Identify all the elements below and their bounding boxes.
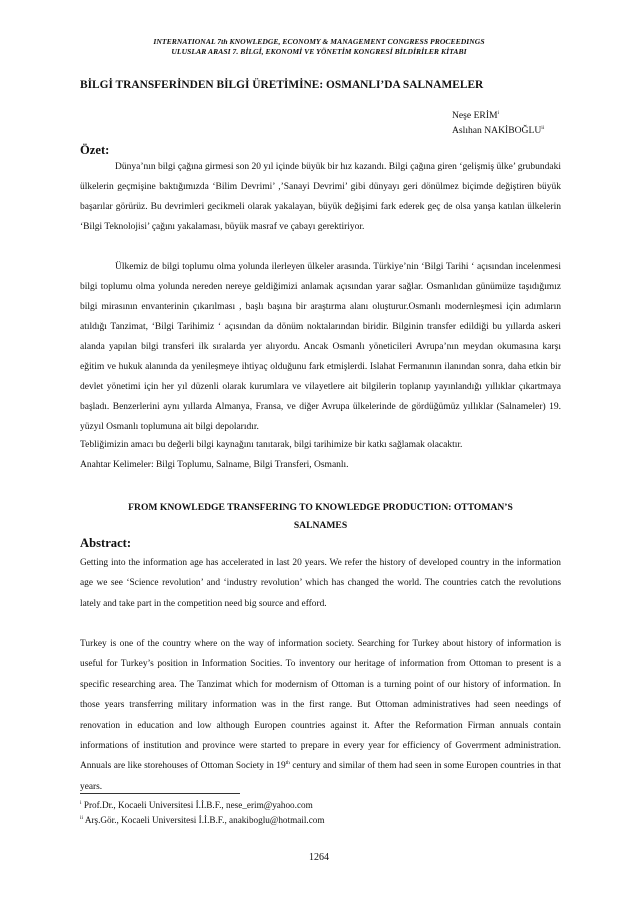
ozet-heading: Özet: (80, 143, 110, 157)
author-name: Aslıhan NAKİBOĞLU (452, 125, 542, 137)
keywords: Anahtar Kelimeler: Bilgi Toplumu, Salname, Bilgi Transferi, Osmanlı. (80, 460, 349, 470)
english-title-line-1: FROM KNOWLEDGE TRANSFERING TO KNOWLEDGE PRODUCTION: OTTOMAN’S (128, 502, 513, 513)
abstract-paragraph-2-text: Turkey is one of the country where on the way of information society. Searching for Turkey about history of information is useful for Turkey’s position in Information Socities. To inventory our heritage of information from Ottoman to present is a specific researching area. The Tanzimat which for modernism of Ottoman is a turning point of our history of information. In those years transferring military information was in the first range. But Ottoman administratives had seen needings of renovation in education and low although Europen countries against it. After the Reformation Firman annuals contain informations of institution and province were started to prepare in every year for efficiency of Goverrment administration. Annuals are like storehouses of Ottoman Society in 19 (80, 639, 561, 772)
paper-title: BİLGİ TRANSFERİNDEN BİLGİ ÜRETİMİNE: OSMANLI’DA SALNAMELER (80, 79, 484, 91)
author-1 (452, 107, 544, 122)
ozet-paragraph-1: Dünya’nın bilgi çağına girmesi son 20 yıl içinde büyük bir hız kazandı. Bilgi çağına giren ‘gelişmiş ülke’ grubundaki ülkelerin geçmişine baktığımızda ‘Bilim Devrimi’ ,’Sanayi Devrimi’ gibi dünyayı geri dönülmez biçimde değiştiren büyük başarılar görürüz. Bu devrimleri gecikmeli olarak yakalayan, büyük değişimi fark ederek geç de olsa yanşa katılan ülkelerin ‘Bilgi Teknolojisi’ çağını yakalaması, büyük masraf ve çabayı gerektiriyor. (80, 162, 561, 232)
author-2 (452, 122, 544, 137)
english-title-line-2: SALNAMES (293, 520, 348, 531)
footnote-text: Arş.Gör., Kocaeli Universitesi İ.İ.B.F., anakiboglu@hotmail.com (83, 815, 325, 826)
footnote-2 (80, 815, 325, 825)
header-line-turkish: ULUSLAR ARASI 7. BİLGİ, EKONOMİ VE YÖNETİM KONGRESİ BİLDİRİLER KİTABI (171, 47, 467, 56)
ordinal-superscript: th (285, 760, 290, 767)
page-number: 1264 (309, 852, 329, 863)
author-name: Neşe ERİM (452, 110, 498, 122)
author-footnote-mark: i (497, 110, 500, 116)
author-block (452, 107, 544, 137)
footnote-divider (80, 793, 240, 794)
ozet-paragraph-2: Ülkemiz de bilgi toplumu olma yolunda ilerleyen ülkeler arasında. Türkiye’nin ‘Bilgi Tarihi ‘ açısından incelenmesi bilgi toplumu olma yolunda nereden nereye geldiğimizi anlamak açısından yarar sağlar. Osmanlıdan günümüze taşıdığımız bilgi mirasının envanterinin çıkarılması , başlı başına bir araştırma alanı oluşturur.Osmanlı modernleşmesi için adımların atıldığı Tanzimat, ‘Bilgi Tarihimiz ‘ açısından da dönüm noktalarından biridir. Bilginin transfer edildiği bu yıllarda askeri alanda yapılan bilgi transferi ilk sıralarda yer alıyordu. Ancak Osmanlı yöneticileri Avrupa’nın meydan okumasına karşı eğitim ve hukuk alanında da yenileşmeye ihtiyaç olduğunu fark etmişlerdi. Islahat Fermanının ilanından sonra, daha etkin bir devlet yönetimi için her yıl düzenli olarak kurumlara ve vilayetlere ait bilgilerin toplanıp yayınlandığı yıllıklar çıkartmaya başladı. Benzerlerini aynı yıllarda Almanya, Fransa, ve diğer Avrupa ülkelerinde de gördüğümüz yıllıklar (Salnameler) 19. yüzyıl Osmanlı toplumuna ait bilgi depolarıdır. (80, 262, 561, 432)
abstract-heading: Abstract: (80, 536, 132, 550)
english-title (80, 499, 561, 535)
footnote-text: Prof.Dr., Kocaeli Universitesi İ.İ.B.F., nese_erim@yahoo.com (81, 800, 313, 811)
abstract-paragraph-2 (80, 634, 561, 797)
abstract-paragraph-2-end: century and similar of them had seen in some Europen countries in that years. (80, 761, 561, 792)
running-header (0, 37, 638, 57)
footnote-mark: i (80, 800, 82, 806)
footnote-mark: ii (80, 815, 84, 821)
ozet-paragraph-3: Tebliğimizin amacı bu değerli bilgi kaynağını tanıtarak, bilgi tarihimize bir katkı sağlamak olacaktır. (80, 440, 463, 450)
author-footnote-mark: ii (541, 125, 545, 132)
header-line-english: INTERNATIONAL 7th KNOWLEDGE, ECONOMY & MANAGEMENT CONGRESS PROCEEDINGS (153, 37, 485, 46)
footnote-1 (80, 800, 313, 810)
abstract-paragraph-1: Getting into the information age has accelerated in last 20 years. We refer the history of developed country in the information age we see ‘Science revolution’ and ‘industry revolution’ which has changed the world. The countries catch the revolutions lately and take part in the competition need big source and efford. (80, 558, 561, 609)
